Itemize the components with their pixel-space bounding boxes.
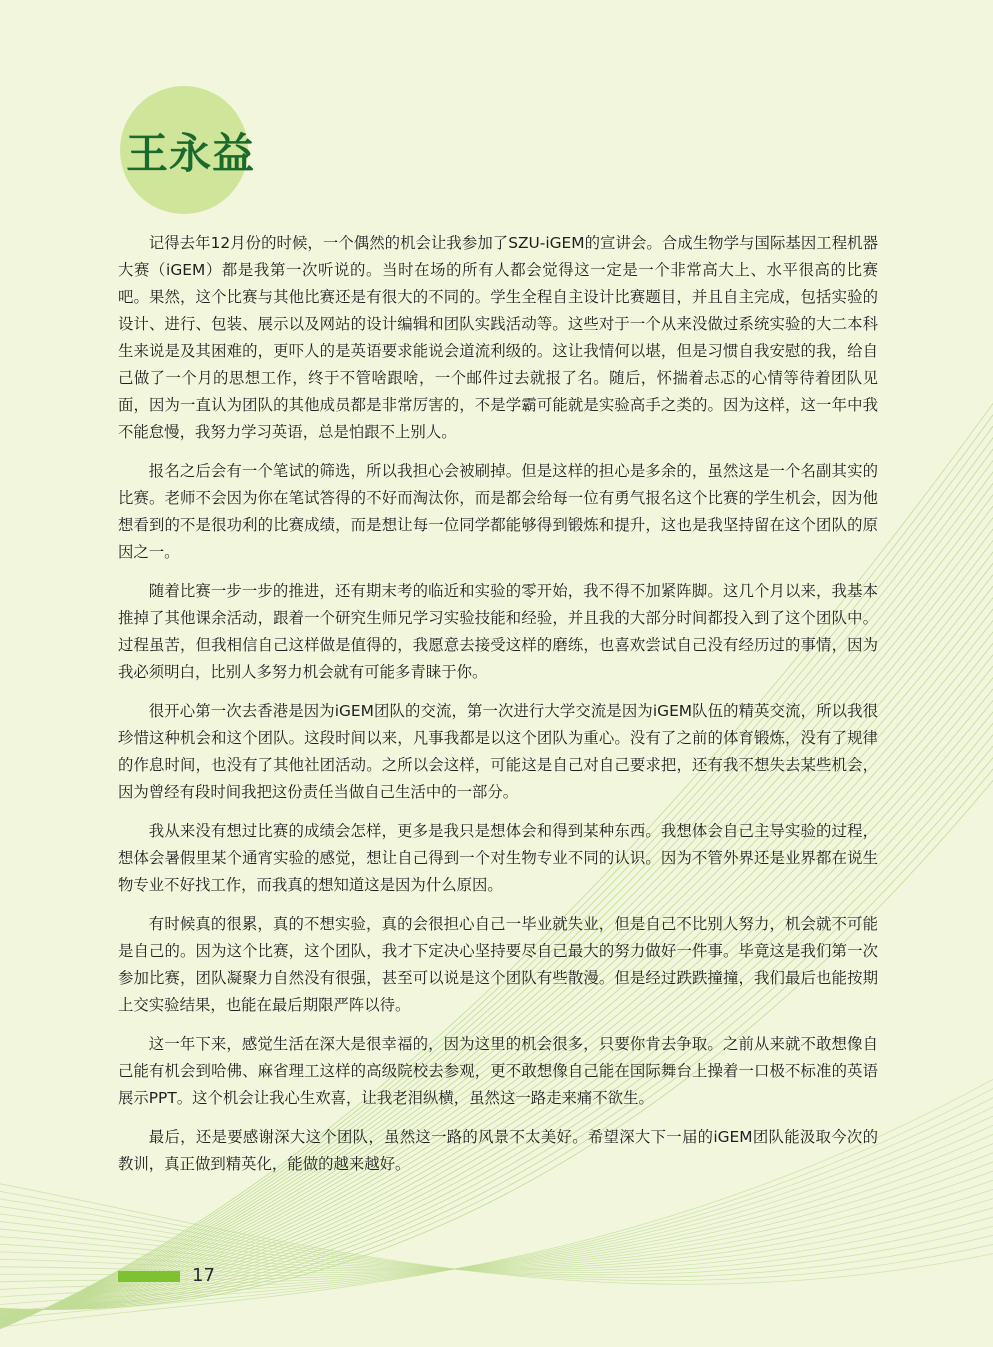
footer-accent-bar [118, 1271, 180, 1282]
paragraph: 记得去年12月份的时候，一个偶然的机会让我参加了SZU-iGEM的宣讲会。合成生物学与国际基因工程机器大赛（iGEM）都是我第一次听说的。当时在场的所有人都会觉得这一定是一个非常高大上、水平很高的比赛吧。果然，这个比赛与其他比赛还是有很大的不同的。学生全程自主设计比赛题目，并且自主完成，包括实验的设计、进行、包装、展示以及网站的设计编辑和团队实践活动等。这些对于一个从来没做过系统实验的大二本科生来说是及其困难的，更吓人的是英语要求能说会道流利级的。这让我情何以堪，但是习惯自我安慰的我，给自己做了一个月的思想工作，终于不管啥跟啥，一个邮件过去就报了名。随后，怀揣着忐忑的心情等待着团队见面，因为一直认为团队的其他成员都是非常厉害的，不是学霸可能就是实验高手之类的。因为这样，这一年中我不能怠慢，我努力学习英语，总是怕跟不上别人。 [118, 234, 878, 441]
paragraph: 很开心第一次去香港是因为iGEM团队的交流，第一次进行大学交流是因为iGEM队伍的精英交流，所以我很珍惜这种机会和这个团队。这段时间以来，凡事我都是以这个团队为重心。没有了之前的体育锻炼，没有了规律的作息时间，也没有了其他社团活动。之所以会这样，可能这是自己对自己要求把，还有我不想失去某些机会，因为曾经有段时间我把这份责任当做自己生活中的一部分。 [118, 702, 878, 801]
article-body [118, 230, 878, 1190]
paragraph: 有时候真的很累，真的不想实验，真的会很担心自己一毕业就失业，但是自己不比别人努力，机会就不可能是自己的。因为这个比赛，这个团队，我才下定决心坚持要尽自己最大的努力做好一件事。毕竟这是我们第一次参加比赛，团队凝聚力自然没有很强，甚至可以说是这个团队有些散漫。但是经过跌跌撞撞，我们最后也能按期上交实验结果，也能在最后期限严阵以待。 [118, 915, 878, 1014]
paragraph: 这一年下来，感觉生活在深大是很幸福的，因为这里的机会很多，只要你肯去争取。之前从来就不敢想像自己能有机会到哈佛、麻省理工这样的高级院校去参观，更不敢想像自己能在国际舞台上操着一口极不标准的英语展示PPT。这个机会让我心生欢喜，让我老泪纵横，虽然这一路走来痛不欲生。 [118, 1035, 878, 1107]
paragraph: 随着比赛一步一步的推进，还有期末考的临近和实验的零开始，我不得不加紧阵脚。这几个月以来，我基本推掉了其他课余活动，跟着一个研究生师兄学习实验技能和经验，并且我的大部分时间都投入到了这个团队中。过程虽苦，但我相信自己这样做是值得的，我愿意去接受这样的磨练，也喜欢尝试自己没有经历过的事情，因为我必须明白，比别人多努力机会就有可能多青睐于你。 [118, 582, 878, 681]
page-number: 17 [192, 1265, 215, 1286]
paragraph: 报名之后会有一个笔试的筛选，所以我担心会被刷掉。但是这样的担心是多余的，虽然这是一个名副其实的比赛。老师不会因为你在笔试答得的不好而淘汰你，而是都会给每一位有勇气报名这个比赛的学生机会，因为他想看到的不是很功利的比赛成绩，而是想让每一位同学都能够得到锻炼和提升，这也是我坚持留在这个团队的原因之一。 [118, 462, 878, 561]
paragraph: 我从来没有想过比赛的成绩会怎样，更多是我只是想体会和得到某种东西。我想体会自己主导实验的过程，想体会暑假里某个通宵实验的感觉，想让自己得到一个对生物专业不同的认识。因为不管外界还是业界都在说生物专业不好找工作，而我真的想知道这是因为什么原因。 [118, 822, 878, 894]
page-title: 王永益 [126, 129, 256, 178]
paragraph: 最后，还是要感谢深大这个团队，虽然这一路的风景不太美好。希望深大下一届的iGEM团队能汲取今次的教训，真正做到精英化，能做的越来越好。 [118, 1128, 878, 1173]
